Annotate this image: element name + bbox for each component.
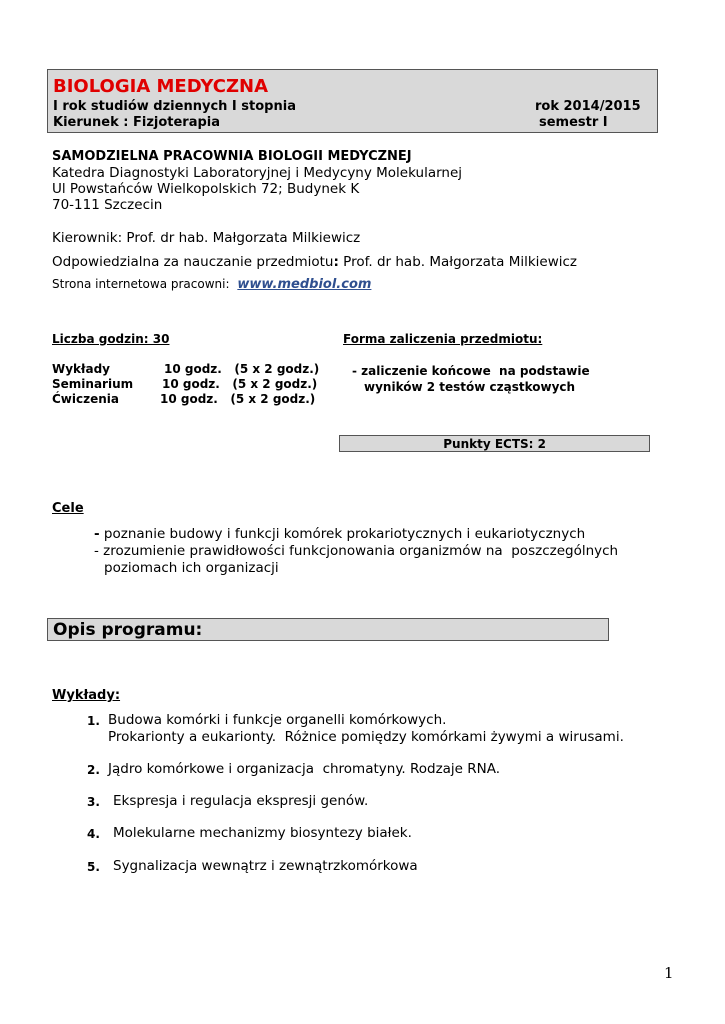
- goal-item-2-line-2: poziomach ich organizacji: [104, 560, 279, 576]
- hours-row-value: 10 godz. (5 x 2 godz.): [162, 377, 318, 391]
- program-heading: Opis programu:: [53, 620, 203, 640]
- unit-address-street: Ul Powstańców Wielkopolskich 72; Budynek K: [52, 181, 360, 197]
- lecture-item: [87, 761, 687, 781]
- ects-box: [339, 435, 650, 452]
- website-link[interactable]: www.medbiol.com: [237, 277, 372, 292]
- assessment-line-2: wyników 2 testów cząstkowych: [364, 380, 576, 394]
- responsible-label: Odpowiedzialna za nauczanie przedmiotu: [52, 254, 334, 270]
- lecture-item: [87, 825, 687, 845]
- program-heading-box: [47, 618, 609, 641]
- lecture-title: Sygnalizacja wewnątrz i zewnątrzkomórkowa: [113, 858, 418, 874]
- hours-row-name: Ćwiczenia: [52, 392, 119, 406]
- lecture-number: 2.: [87, 763, 100, 777]
- hours-row: [52, 377, 318, 391]
- lecture-title: Budowa komórki i funkcje organelli komórkowych.: [108, 712, 447, 728]
- unit-name: SAMODZIELNA PRACOWNIA BIOLOGII MEDYCZNEJ: [52, 149, 412, 164]
- lecture-number: 3.: [87, 795, 100, 809]
- responsible-colon: :: [333, 254, 339, 270]
- field-of-study: Kierunek : Fizjoterapia: [53, 115, 221, 130]
- hours-row: [52, 362, 320, 376]
- semester: semestr I: [539, 115, 608, 130]
- lecture-item: [87, 858, 687, 878]
- study-year: I rok studiów dziennych I stopnia: [53, 99, 296, 114]
- lecture-number: 1.: [87, 714, 100, 728]
- lecture-title: Molekularne mechanizmy biosyntezy białek.: [113, 825, 412, 841]
- hours-row: [52, 392, 316, 406]
- goal-item-2-line-1: - zrozumienie prawidłowości funkcjonowania organizmów na poszczególnych: [94, 543, 619, 559]
- hours-row-value: 10 godz. (5 x 2 godz.): [164, 362, 320, 376]
- goals-heading: Cele: [52, 501, 84, 516]
- lectures-heading: Wykłady:: [52, 688, 121, 703]
- lecture-item: [87, 712, 687, 748]
- assessment-heading: Forma zaliczenia przedmiotu:: [343, 332, 543, 346]
- header-box: [47, 69, 658, 133]
- goal-text: poznanie budowy i funkcji komórek prokariotycznych i eukariotycznych: [99, 526, 586, 542]
- assessment-line-1: - zaliczenie końcowe na podstawie: [352, 364, 590, 378]
- page-number: 1: [664, 964, 674, 982]
- hours-row-name: Seminarium: [52, 377, 134, 391]
- course-title: BIOLOGIA MEDYCZNA: [53, 76, 269, 97]
- goal-dash: -: [94, 526, 100, 542]
- lecture-number: 5.: [87, 860, 100, 874]
- website-line: [52, 277, 371, 292]
- unit-head: Kierownik: Prof. dr hab. Małgorzata Milkiewicz: [52, 230, 361, 246]
- lecture-subtitle: Prokarionty a eukarionty. Różnice pomiędzy komórkami żywymi a wirusami.: [108, 729, 624, 745]
- unit-address-city: 70-111 Szczecin: [52, 197, 163, 213]
- responsible-person: [52, 254, 577, 270]
- responsible-name: Prof. dr hab. Małgorzata Milkiewicz: [338, 254, 578, 270]
- academic-year: rok 2014/2015: [535, 99, 641, 114]
- unit-department: Katedra Diagnostyki Laboratoryjnej i Medycyny Molekularnej: [52, 165, 463, 181]
- hours-row-name: Wykłady: [52, 362, 111, 376]
- lecture-title: Ekspresja i regulacja ekspresji genów.: [113, 793, 369, 809]
- hours-heading: Liczba godzin: 30: [52, 332, 170, 346]
- lecture-title: Jądro komórkowe i organizacja chromatyny. Rodzaje RNA.: [108, 761, 501, 777]
- website-label: Strona internetowa pracowni:: [52, 277, 230, 291]
- hours-row-value: 10 godz. (5 x 2 godz.): [160, 392, 316, 406]
- ects-points: Punkty ECTS: 2: [443, 437, 546, 451]
- lecture-number: 4.: [87, 827, 100, 841]
- goal-item: [94, 526, 585, 542]
- lecture-item: [87, 793, 687, 813]
